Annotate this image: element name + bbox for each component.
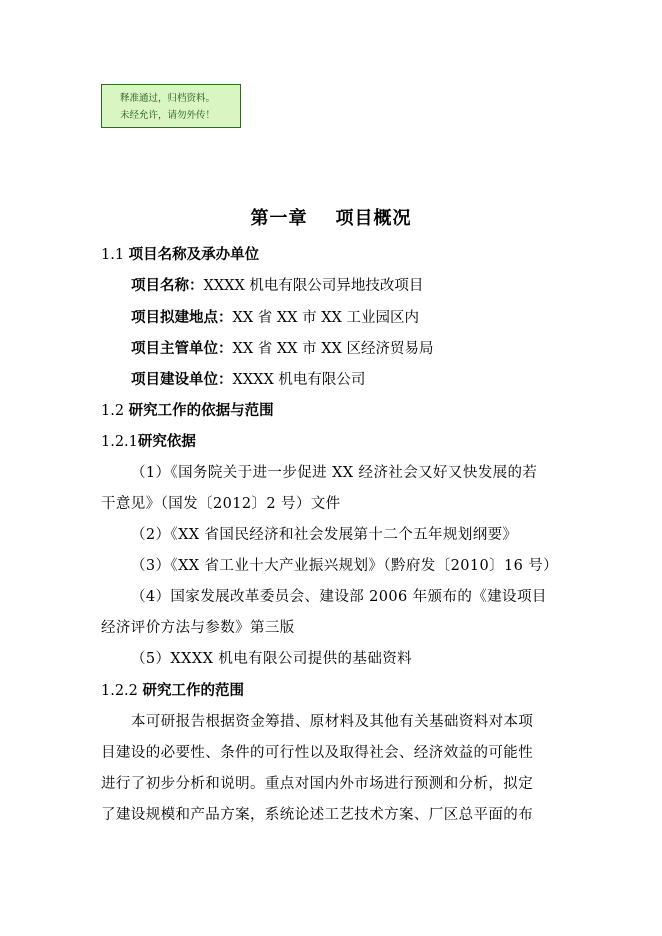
chapter-number: 第一章	[250, 208, 308, 229]
scope-paragraph-line-1: 本可研报告根据资金筹措、原材料及其他有关基础资料对本项	[131, 714, 534, 730]
project-authority-row	[131, 339, 433, 359]
section-number: 1.2	[101, 403, 125, 419]
stamp-line-2: 未经允许，请勿外传！	[120, 110, 216, 121]
basis-item-4-line-1: （4）国家发展改革委员会、建设部 2006 年颁布的《建设项目	[131, 589, 547, 605]
section-number: 1.2.1	[101, 434, 138, 450]
chapter-title	[0, 204, 662, 230]
basis-item-4-line-2: 经济评价方法与参数》第三版	[101, 620, 295, 636]
approval-stamp	[101, 84, 241, 128]
stamp-line-1: 释准通过，归档资料。	[120, 93, 216, 104]
section-1-1-heading	[101, 245, 259, 265]
basis-item-3: （3）《XX 省工业十大产业振兴规划》（黔府发〔2010〕16 号）	[131, 558, 559, 574]
section-1-2-1-heading	[101, 432, 196, 452]
chapter-name: 项目概况	[335, 208, 412, 229]
project-authority-label: 项目主管单位：	[131, 341, 233, 357]
section-title: 项目名称及承办单位	[128, 247, 260, 263]
basis-item-2: （2）《XX 省国民经济和社会发展第十二个五年规划纲要》	[131, 527, 518, 543]
project-site-row	[131, 308, 419, 328]
basis-item-5: （5）XXXX 机电有限公司提供的基础资料	[131, 651, 413, 667]
section-title: 研究依据	[137, 434, 196, 450]
scope-paragraph-line-2: 目建设的必要性、条件的可行性以及取得社会、经济效益的可能性	[101, 745, 534, 761]
section-1-2-heading	[101, 401, 274, 421]
project-builder-row	[131, 370, 365, 390]
basis-item-1-line-2: 干意见》（国发〔2012〕2 号）文件	[101, 496, 341, 512]
scope-paragraph-line-4: 了建设规模和产品方案，系统论述工艺技术方案、厂区总平面的布	[101, 807, 534, 823]
basis-item-1-line-1: （1）《国务院关于进一步促进 XX 经济社会又好又快发展的若	[131, 465, 538, 481]
project-builder-value: XXXX 机电有限公司	[232, 372, 366, 388]
project-site-value: XX 省 XX 市 XX 工业园区内	[232, 310, 419, 326]
section-number: 1.1	[101, 247, 125, 263]
project-site-label: 项目拟建地点：	[131, 310, 233, 326]
project-name-label: 项目名称：	[131, 278, 204, 294]
section-title: 研究工作的依据与范围	[128, 403, 274, 419]
project-name-row	[131, 276, 423, 296]
scope-paragraph-line-3: 进行了初步分析和说明。重点对国内外市场进行预测和分析，拟定	[101, 776, 534, 792]
section-number: 1.2.2	[101, 683, 138, 699]
project-name-value: XXXX 机电有限公司异地技改项目	[203, 278, 424, 294]
project-builder-label: 项目建设单位：	[131, 372, 233, 388]
section-1-2-2-heading	[101, 681, 244, 701]
section-title: 研究工作的范围	[142, 683, 245, 699]
project-authority-value: XX 省 XX 市 XX 区经济贸易局	[232, 341, 434, 357]
